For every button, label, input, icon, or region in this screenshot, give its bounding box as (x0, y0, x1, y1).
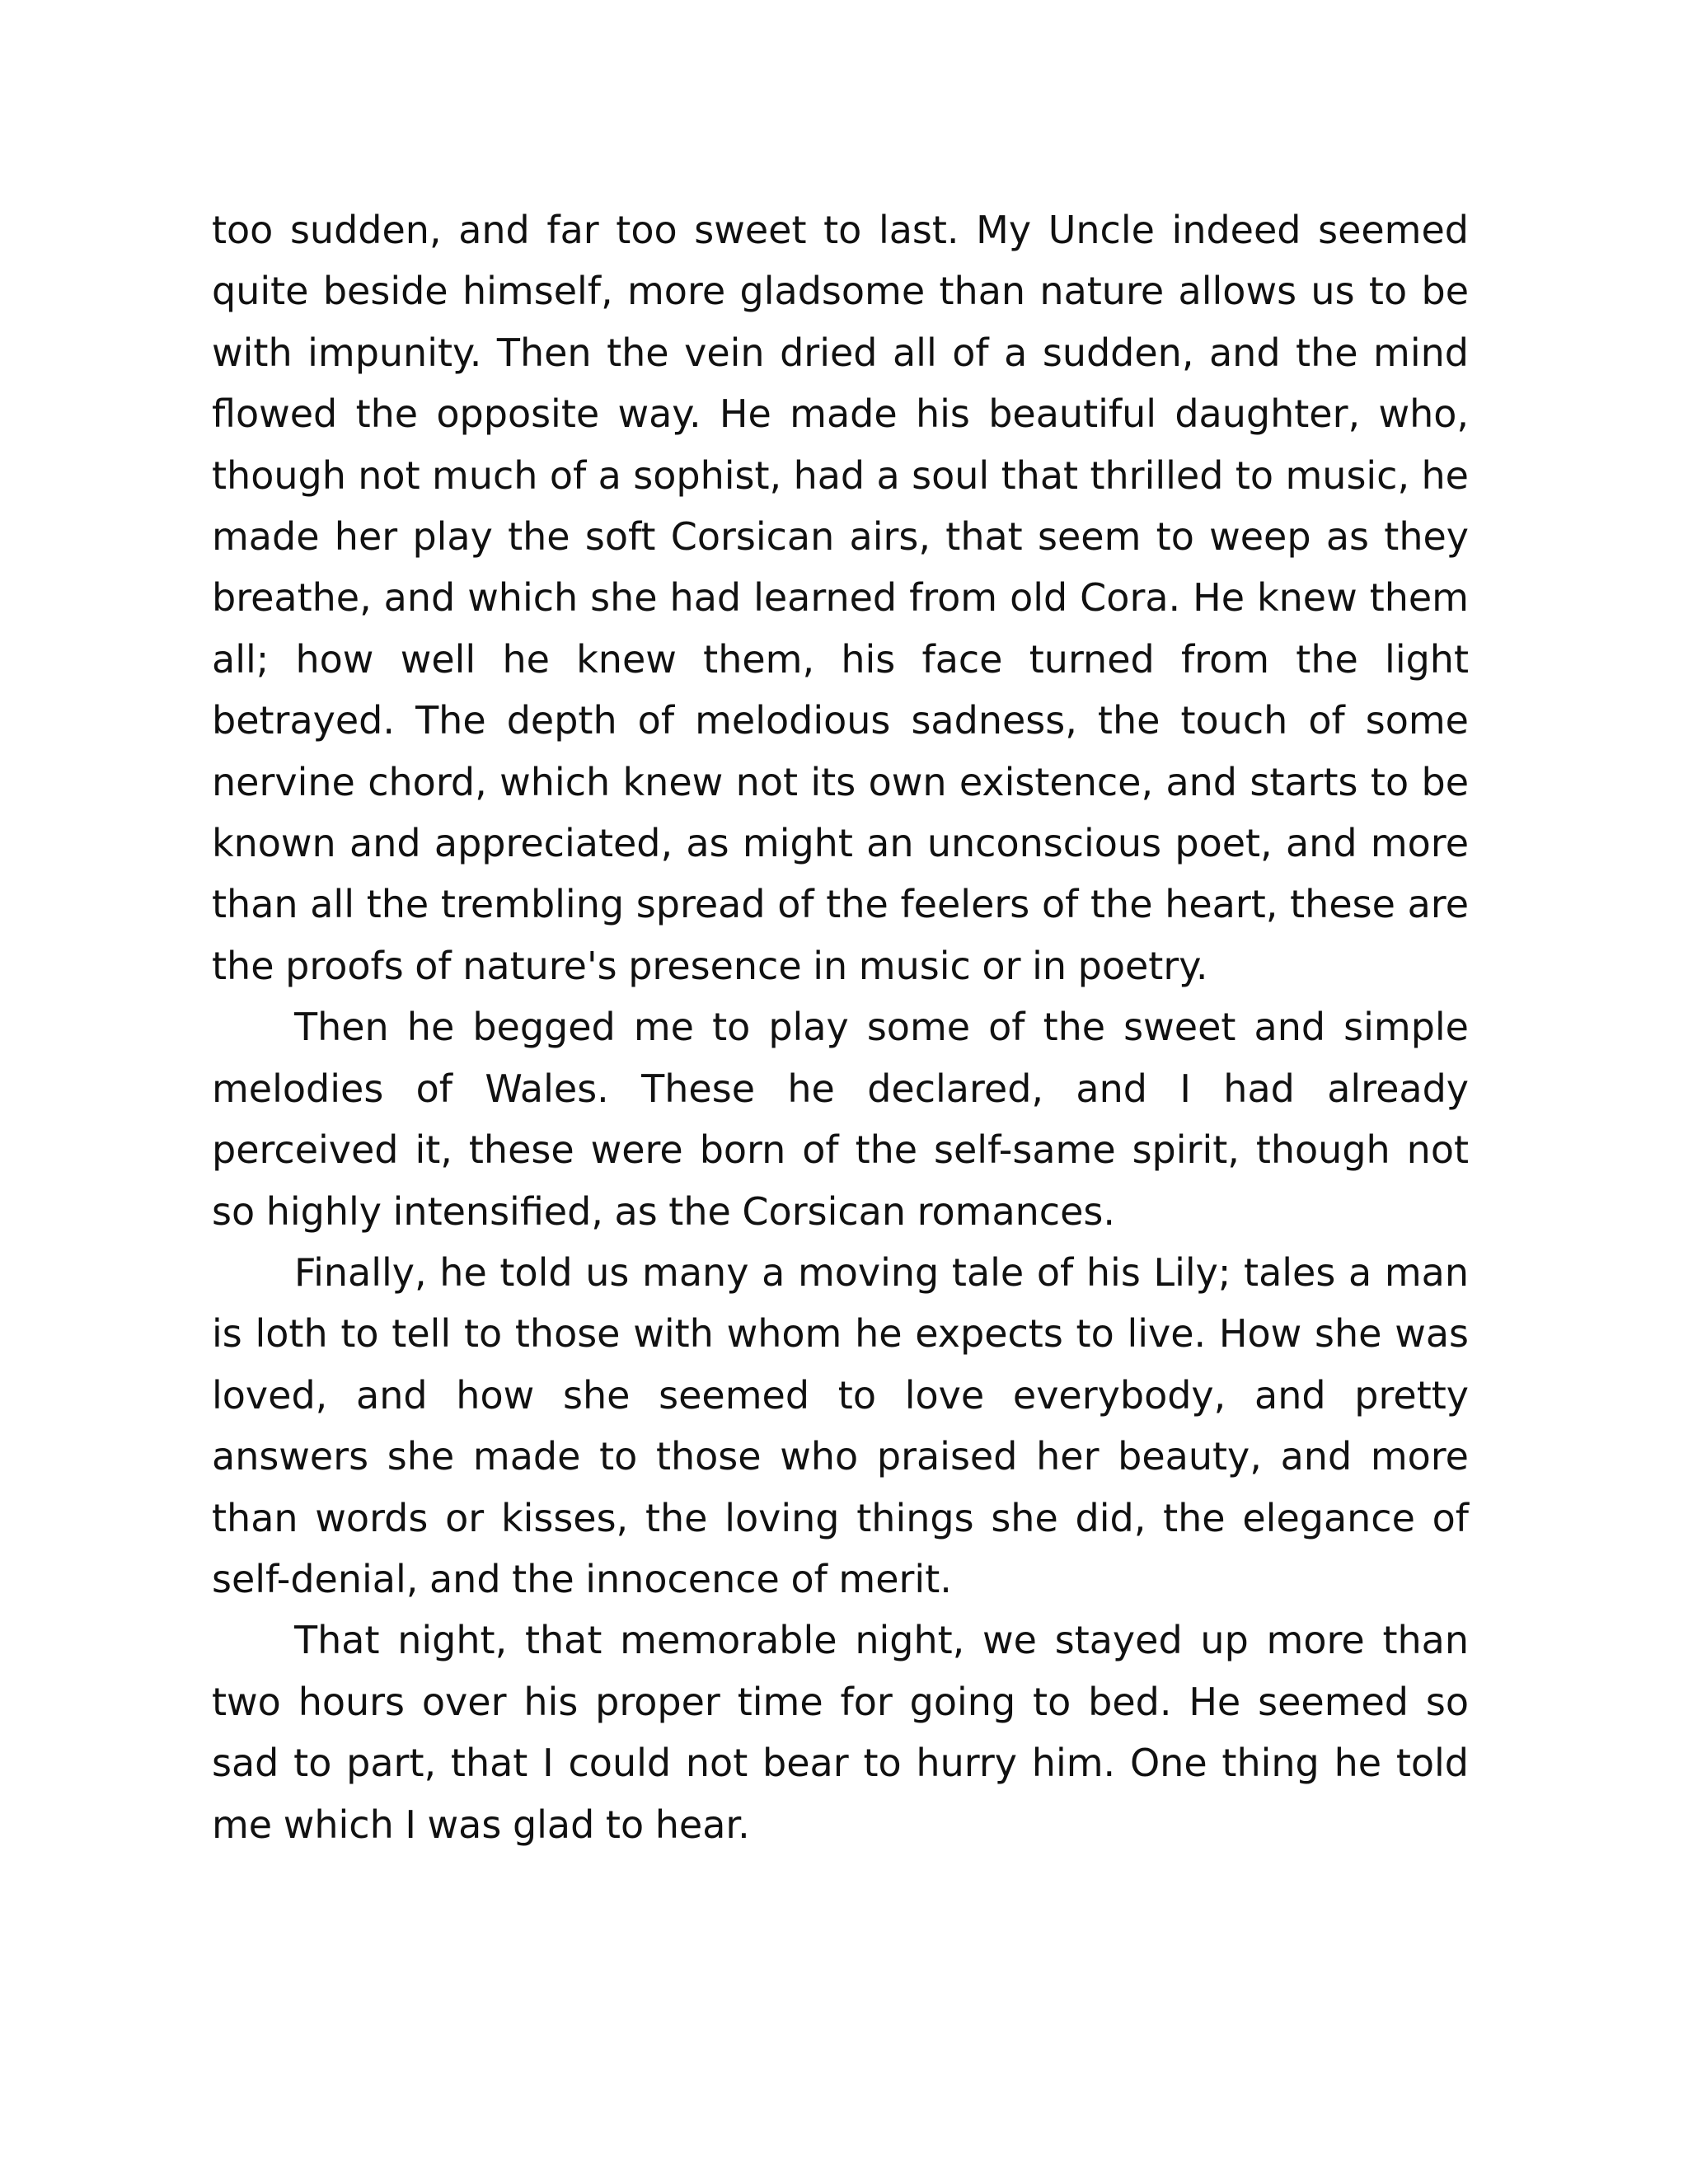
paragraph-4: That night, that memorable night, we stayed up more than two hours over his proper time for going to bed. He seemed so sad to part, that I could not bear to hurry him. One thing he told me which I was glad to hear. (212, 1618, 1469, 1847)
paragraph-3: Finally, he told us many a moving tale of his Lily; tales a man is loth to tell to those with whom he expects to live. How she was loved, and how she seemed to love everybody, and pretty answers she made to those who praised her beauty, and more than words or kisses, the loving things she did, the elegance of self-denial, and the innocence of merit. (212, 1249, 1469, 1601)
paragraph-1: too sudden, and far too sweet to last. My Uncle indeed seemed quite beside himself, more gladsome than nature allows us to be with impunity. Then the vein dried all of a sudden, and the mind flowed the opposite way. He made his beautiful daughter, who, though not much of a sophist, had a soul that thrilled to music, he made her play the soft Corsican airs, that seem to weep as they breathe, and which she had learned from old Cora. He knew them all; how well he knew them, his face turned from the light betrayed. The depth of melodious sadness, the touch of some nervine chord, which knew not its own existence, and starts to be known and appreciated, as might an unconscious poet, and more than all the trembling spread of the feelers of the heart, these are the proofs of nature's presence in music or in poetry. (212, 208, 1469, 988)
paragraph-2: Then he begged me to play some of the sweet and simple melodies of Wales. These he declared, and I had already perceived it, these were born of the self-same spirit, though not so highly intensified, as the Corsican romances. (212, 1005, 1469, 1234)
body-text (212, 199, 1469, 1855)
